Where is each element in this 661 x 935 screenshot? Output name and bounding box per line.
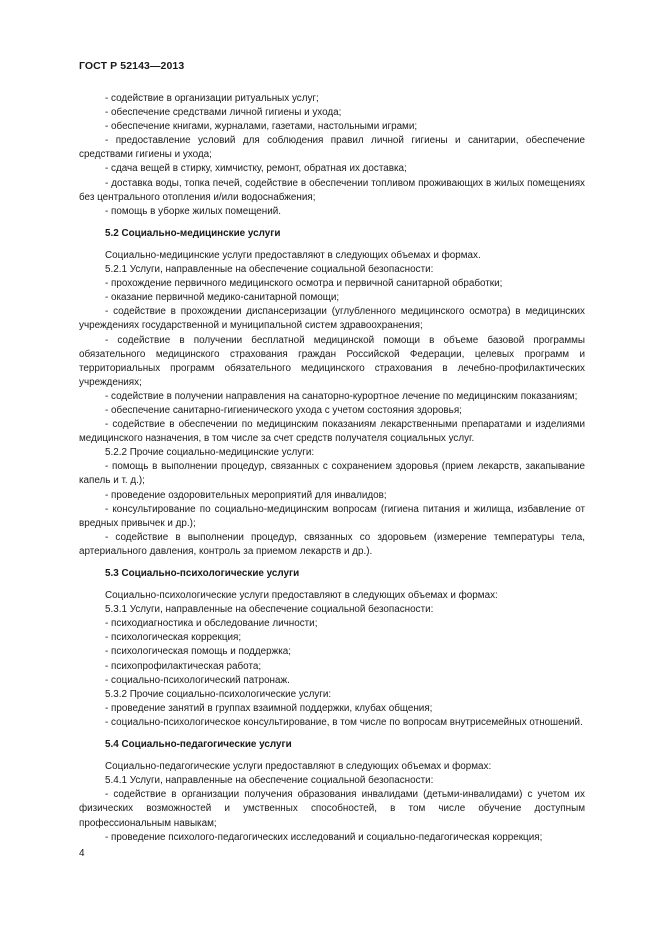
body-paragraph: - социально-психологическое консультирование, в том числе по вопросам внутрисемейных отношений. xyxy=(105,716,583,728)
body-paragraph: Социально-педагогические услуги предоставляют в следующих объемах и формах: xyxy=(105,761,492,773)
document-header-standard-id: ГОСТ Р 52143—2013 xyxy=(79,60,185,72)
body-paragraph: - консультирование по социально-медицинским вопросам (гигиена питания и жилища, избавление от вредных привычек и др.); xyxy=(79,503,585,529)
body-paragraph: - содействие в прохождении диспансеризации (углубленного медицинского осмотра) в медицинских учреждениях государственной и муниципальной систем здравоохранения; xyxy=(79,306,585,332)
body-paragraph: - содействие в обеспечении по медицинским показаниям лекарственными препаратами и изделиями медицинского назначения, в том числе за счет средств получателя социальных услуг. xyxy=(79,419,585,445)
section-heading: 5.2 Социально-медицинские услуги xyxy=(105,227,281,239)
body-paragraph: - содействие в выполнении процедур, связанных со здоровьем (измерение температуры тела, артериального давления, контроль за приемом лекарств и др.). xyxy=(79,531,585,557)
body-paragraph: - помощь в уборке жилых помещений. xyxy=(105,205,282,217)
body-paragraph: - содействие в организации получения образования инвалидами (детьми-инвалидами) с учетом их физических возможностей и умственных способностей, в том числе обучение доступным профессиональным навыкам; xyxy=(79,789,585,829)
body-paragraph: Социально-медицинские услуги предоставляют в следующих объемах и формах. xyxy=(105,249,481,261)
body-paragraph: - психопрофилактическая работа; xyxy=(105,660,262,672)
page-number: 4 xyxy=(79,848,85,859)
body-paragraph: - социально-психологический патронаж. xyxy=(105,674,290,686)
body-paragraph: - оказание первичной медико-санитарной помощи; xyxy=(105,292,340,304)
body-paragraph: 5.3.2 Прочие социально-психологические услуги: xyxy=(105,688,332,700)
document-body xyxy=(79,92,585,845)
body-paragraph: - психологическая коррекция; xyxy=(105,632,242,644)
body-paragraph: - проведение оздоровительных мероприятий для инвалидов; xyxy=(105,489,387,501)
body-paragraph: - обеспечение средствами личной гигиены и ухода; xyxy=(105,107,342,119)
section-heading: 5.4 Социально-педагогические услуги xyxy=(105,739,292,751)
body-paragraph: - обеспечение книгами, журналами, газетами, настольными играми; xyxy=(105,121,418,133)
body-paragraph: Социально-психологические услуги предоставляют в следующих объемах и формах: xyxy=(105,590,498,602)
body-paragraph: 5.3.1 Услуги, направленные на обеспечение социальной безопасности: xyxy=(105,604,434,616)
body-paragraph: 5.2.2 Прочие социально-медицинские услуги: xyxy=(105,447,315,459)
body-paragraph: - психодиагностика и обследование личности; xyxy=(105,618,318,630)
body-paragraph: - проведение занятий в группах взаимной поддержки, клубах общения; xyxy=(105,702,433,714)
body-paragraph: - содействие в получении бесплатной медицинской помощи в объеме базовой программы обязательного медицинского страхования граждан Российской Федерации, целевых программ и территориальных программ обязательного медицинского страхования в лечебно-профилактических учреждениях; xyxy=(79,334,585,388)
body-paragraph: - содействие в организации ритуальных услуг; xyxy=(105,93,319,104)
body-paragraph: - проведение психолого-педагогических исследований и социально-педагогическая коррекция; xyxy=(105,831,543,843)
section-heading: 5.3 Социально-психологические услуги xyxy=(105,568,300,579)
body-paragraph: - предоставление условий для соблюдения правил личной гигиены и санитарии, обеспечение средствами гигиены и ухода; xyxy=(79,135,585,161)
body-paragraph: 5.2.1 Услуги, направленные на обеспечение социальной безопасности: xyxy=(105,264,434,276)
body-paragraph: - обеспечение санитарно-гигиенического ухода с учетом состояния здоровья; xyxy=(105,404,462,416)
body-paragraph: - психологическая помощь и поддержка; xyxy=(105,646,292,658)
body-paragraph: - прохождение первичного медицинского осмотра и первичной санитарной обработки; xyxy=(105,278,503,290)
body-paragraph: - содействие в получении направления на санаторно-курортное лечение по медицинским показаниям; xyxy=(105,390,578,402)
body-paragraph: - сдача вещей в стирку, химчистку, ремонт, обратная их доставка; xyxy=(105,163,407,175)
body-paragraph: - доставка воды, топка печей, содействие в обеспечении топливом проживающих в жилых помещениях без центрального отопления и/или водоснабжения; xyxy=(79,177,585,203)
body-paragraph: 5.4.1 Услуги, направленные на обеспечение социальной безопасности: xyxy=(105,775,434,787)
body-paragraph: - помощь в выполнении процедур, связанных с сохранением здоровья (прием лекарств, закапывание капель и т. д.); xyxy=(79,461,585,487)
